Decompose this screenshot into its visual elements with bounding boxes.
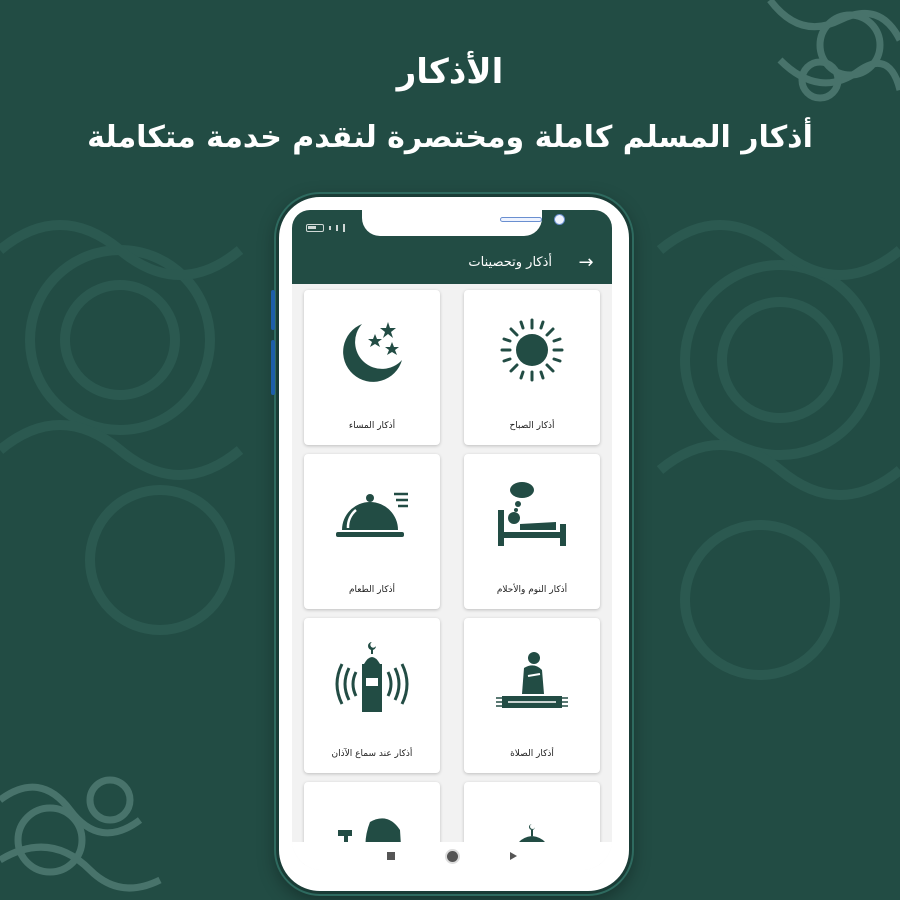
card-prayer-azkar[interactable] [464,618,600,773]
status-bar [292,210,612,244]
signal-icon [329,226,331,230]
card-morning-azkar[interactable] [464,290,600,445]
card-sleep-azkar[interactable] [464,454,600,609]
recent-apps-icon[interactable] [387,852,395,860]
card-food-azkar[interactable] [304,454,440,609]
card-label: أذكار عند سماع الآذان [331,749,413,759]
arrow-right-icon[interactable]: → [578,252,594,273]
card-label: أذكار الصلاة [510,749,554,759]
volume-button [271,290,275,330]
prayer-rug-icon [492,638,572,718]
battery-icon [306,224,324,232]
food-cloche-icon [332,474,412,554]
sleep-bed-icon [492,474,572,554]
sun-icon [492,310,572,390]
app-toolbar [292,244,612,284]
speaker-icon [500,217,542,222]
hero-title: الأذكار [396,52,504,92]
phone-screen [292,210,612,870]
status-icons [306,224,345,232]
card-label: أذكار النوم والأحلام [496,585,568,595]
card-label: أذكار الصباح [509,421,555,431]
card-label: أذكار الطعام [348,585,396,595]
hero-subtitle: أذكار المسلم كاملة ومختصرة لنقدم خدمة متكاملة [87,120,813,155]
card-adhan-azkar[interactable] [304,618,440,773]
camera-icon [554,214,565,225]
toolbar-title: أذكار وتحصينات [468,255,552,270]
back-icon[interactable] [510,852,517,860]
minaret-sound-icon [332,638,412,718]
home-icon[interactable] [447,851,458,862]
power-button [271,340,275,395]
phone-notch [362,210,542,236]
moon-stars-icon [332,310,412,390]
card-label: أذكار المساء [348,421,396,431]
card-evening-azkar[interactable] [304,290,440,445]
system-nav-bar [292,842,612,870]
